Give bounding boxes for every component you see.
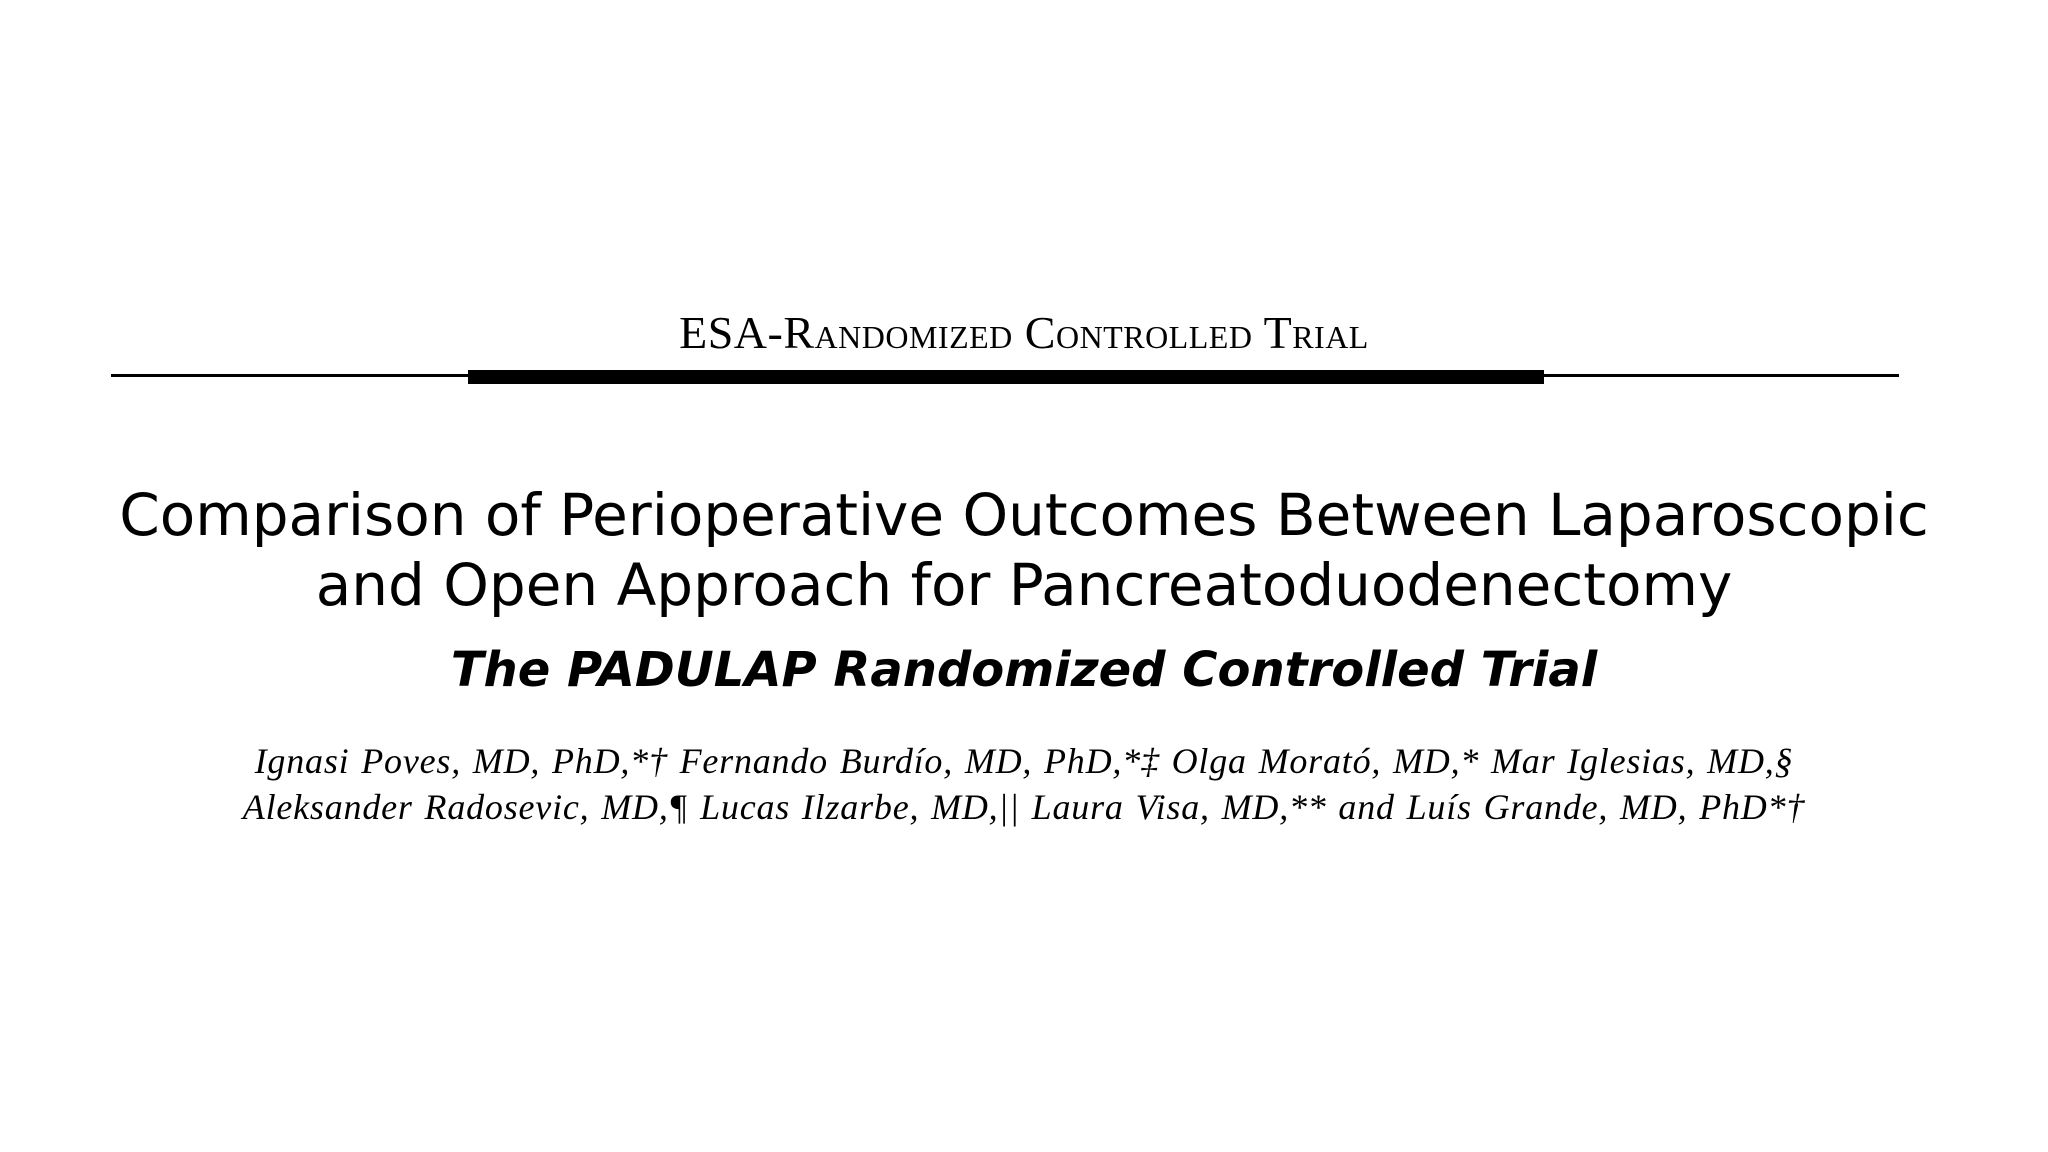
author-line-2: Aleksander Radosevic, MD,¶ Lucas Ilzarbe, MD,|| Laura Visa, MD,** and Luís Grande, MD, PhD*† <box>242 787 1806 827</box>
author-line-1: Ignasi Poves, MD, PhD,*† Fernando Burdío, MD, PhD,*‡ Olga Morató, MD,* Mar Iglesias, MD,§ <box>254 741 1794 781</box>
section-label: ESA-Randomized Controlled Trial <box>679 307 1369 358</box>
article-title-line-2: and Open Approach for Pancreatoduodenectomy <box>315 551 1733 619</box>
article-subtitle: The PADULAP Randomized Controlled Trial <box>450 642 1598 698</box>
article-title <box>0 480 2048 620</box>
article-title-line-1: Comparison of Perioperative Outcomes Between Laparoscopic <box>119 481 1929 549</box>
header-rule-thick <box>468 370 1544 384</box>
author-list <box>0 738 2048 830</box>
